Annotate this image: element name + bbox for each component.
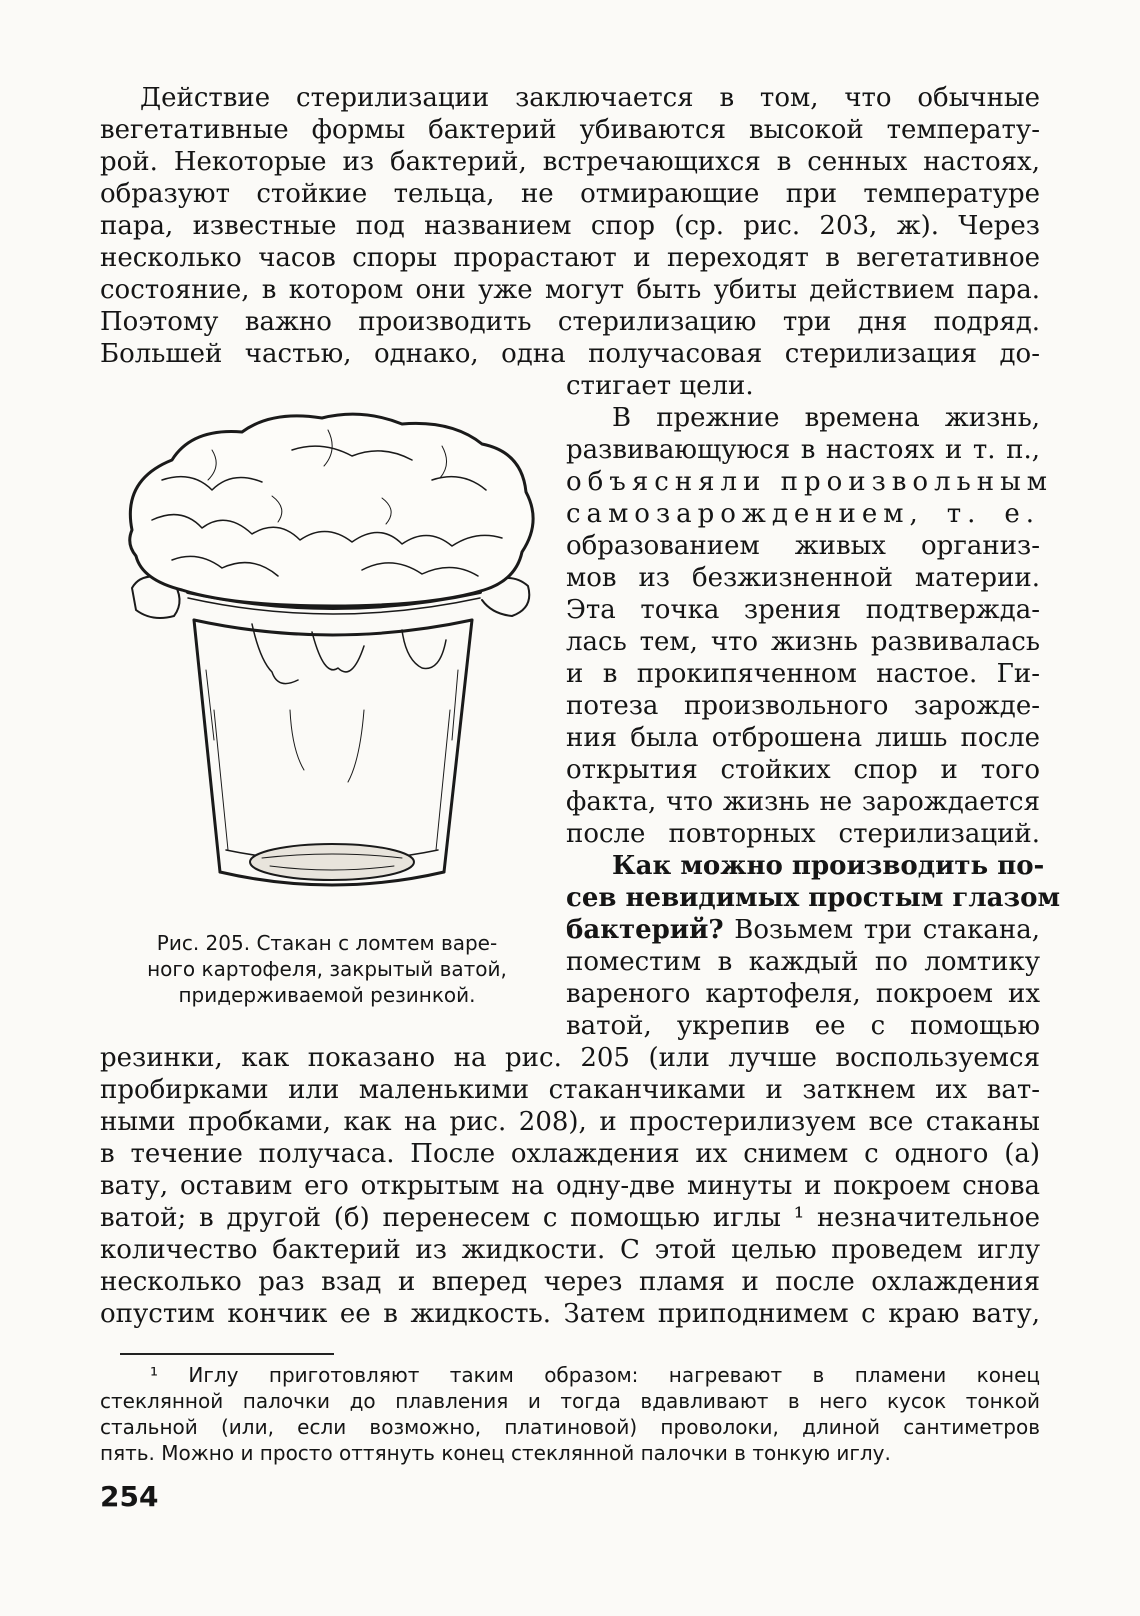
text-line: образуют стойкие тельца, не отмирающие при температуре [100, 179, 1040, 209]
text-line: рой. Некоторые из бактерий, встречающихся в сенных настоях, [100, 147, 1040, 177]
footnote-divider [120, 1353, 334, 1355]
text-line: В прежние времена жизнь, [612, 403, 1040, 433]
text-line: несколько часов споры прорастают и переходят в вегетативное [100, 243, 1040, 273]
text-line: ными пробками, как на рис. 208), и простерилизуем все стаканы [100, 1107, 1040, 1137]
footnote-line: ¹ Иглу приготовляют таким образом: нагревают в пламени конец [150, 1363, 1040, 1387]
text-line: несколько раз взад и вперед через пламя и после охлаждения [100, 1267, 1040, 1297]
text-line: ния была отброшена лишь после [566, 723, 1040, 753]
text-line: и в прокипяченном настое. Ги- [566, 659, 1040, 689]
text-line: в течение получаса. После охлаждения их снимем с одного (а) [100, 1139, 1040, 1169]
text-line [566, 914, 1040, 946]
text-line: вату, оставим его открытым на одну-две минуты и покроем снова [100, 1171, 1040, 1201]
cotton-wool [130, 414, 533, 606]
text-line: открытия стойких спор и того [566, 755, 1040, 785]
footnote-line: стальной (или, если возможно, платиновой) проволоки, длиной сантиметров [100, 1415, 1040, 1439]
text-line: поместим в каждый по ломтику [566, 947, 1040, 977]
footnote-line: пять. Можно и просто оттянуть конец стеклянной палочки в тонкую иглу. [100, 1441, 891, 1465]
text-line: после повторных стерилизаций. [566, 819, 1040, 849]
figure-glass-illustration [102, 410, 554, 940]
figure-caption: придерживаемой резинкой. [178, 983, 476, 1007]
text-line: лась тем, что жизнь развивалась [566, 627, 1040, 657]
text-line: развивающуюся в настоях и т. п., [566, 435, 1040, 465]
text-line: Эта точка зрения подтвержда- [566, 595, 1040, 625]
text-line: пара, известные под названием спор (ср. рис. 203, ж). Через [100, 211, 1040, 241]
text-line: состояние, в котором они уже могут быть убиты действием пара. [100, 275, 1040, 305]
text-fragment: Возьмем три стакана, [723, 915, 1040, 945]
text-line: опустим кончик ее в жидкость. Затем приподнимем с краю вату, [100, 1299, 1040, 1329]
text-line: самозарождением, т. е. [566, 499, 1040, 529]
glass-drawing [102, 410, 554, 940]
text-line: образованием живых организ- [566, 531, 1040, 561]
text-line: мов из безжизненной материи. [566, 563, 1040, 593]
figure-caption: ного картофеля, закрытый ватой, [147, 957, 507, 981]
text-line: стигает цели. [566, 371, 754, 401]
text-line: Большей частью, однако, одна получасовая стерилизация до- [100, 339, 1040, 369]
text-line: Поэтому важно производить стерилизацию три дня подряд. [100, 307, 1040, 337]
glass-rim [194, 620, 472, 635]
text-line: объясняли произвольным [566, 467, 1053, 497]
text-line: вегетативные формы бактерий убиваются высокой температу- [100, 115, 1040, 145]
glass-outline [194, 620, 472, 872]
text-line: ватой, укрепив ее с помощью [566, 1011, 1040, 1041]
heading-fragment: бактерий? [566, 915, 724, 945]
figure-caption: Рис. 205. Стакан с ломтем варе- [156, 931, 498, 955]
footnote-line: стеклянной палочки до плавления и тогда вдавливают в него кусок тонкой [100, 1389, 1040, 1413]
text-line: вареного картофеля, покроем их [566, 979, 1040, 1009]
page-number: 254 [100, 1480, 159, 1513]
text-line: Действие стерилизации заключается в том, что обычные [140, 83, 1040, 113]
text-line: факта, что жизнь не зарождается [566, 787, 1040, 817]
potato-slice [250, 844, 414, 880]
heading-line: Как можно производить по- [612, 851, 1045, 881]
text-line: пробирками или маленькими стаканчиками и заткнем их ват- [100, 1075, 1040, 1105]
heading-line: сев невидимых простым глазом [566, 883, 1061, 913]
text-line: потеза произвольного зарожде- [566, 691, 1040, 721]
text-line: резинки, как показано на рис. 205 (или лучше воспользуемся [100, 1043, 1040, 1073]
text-line: ватой; в другой (б) перенесем с помощью иглы ¹ незначительное [100, 1203, 1040, 1233]
text-line: количество бактерий из жидкости. С этой целью проведем иглу [100, 1235, 1040, 1265]
